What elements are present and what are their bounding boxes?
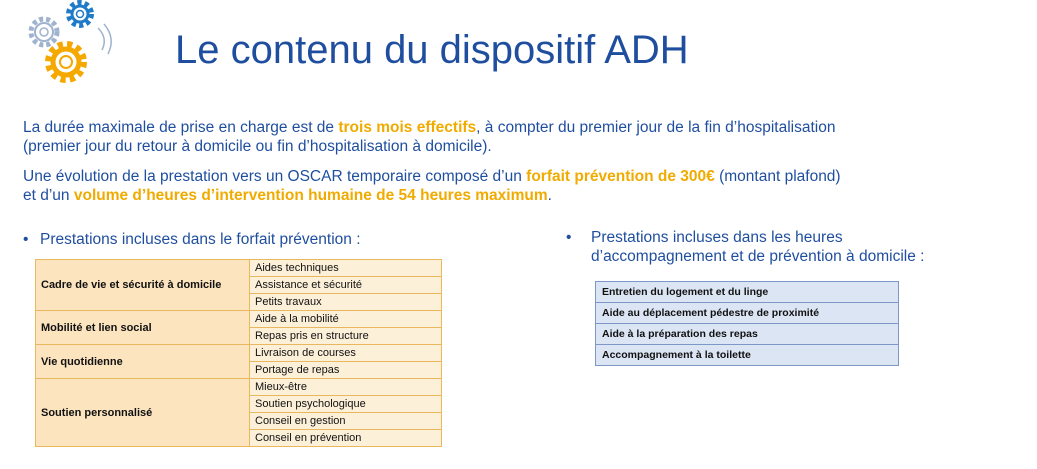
category-cell: Soutien personnalisé bbox=[36, 379, 250, 447]
evolution-text-middle: (montant plafond) bbox=[714, 168, 841, 185]
table-row bbox=[596, 345, 899, 366]
item-cell: Conseil en prévention bbox=[250, 430, 442, 447]
bullet-heures-text-line1: Prestations incluses dans les heures bbox=[591, 229, 843, 246]
table-row bbox=[596, 324, 899, 345]
item-cell: Aides techniques bbox=[250, 260, 442, 277]
evolution-text-line2: et d’un bbox=[23, 187, 74, 204]
heures-cell: Aide à la préparation des repas bbox=[596, 324, 899, 345]
gear-orange-icon bbox=[49, 45, 83, 79]
bullet-heures bbox=[566, 228, 1006, 266]
gear-blue-icon bbox=[69, 3, 91, 25]
bullet-forfait bbox=[23, 230, 361, 249]
table-row bbox=[36, 379, 442, 396]
table-row bbox=[596, 282, 899, 303]
duration-highlight: trois mois effectifs bbox=[338, 119, 477, 136]
heures-cell: Aide au déplacement pédestre de proximité bbox=[596, 303, 899, 324]
evolution-paragraph bbox=[23, 167, 841, 205]
bullet-dot: • bbox=[23, 231, 29, 248]
item-cell: Mieux-être bbox=[250, 379, 442, 396]
bullet-forfait-text: Prestations incluses dans le forfait prévention : bbox=[40, 231, 361, 248]
category-cell: Mobilité et lien social bbox=[36, 311, 250, 345]
motion-arcs-icon bbox=[98, 24, 111, 54]
bullet-heures-text-line2: d’accompagnement et de prévention à domicile : bbox=[591, 248, 925, 265]
evolution-text-start: Une évolution de la prestation vers un OSCAR temporaire composé d’un bbox=[23, 168, 527, 185]
gears-icon bbox=[18, 0, 118, 95]
category-cell: Cadre de vie et sécurité à domicile bbox=[36, 260, 250, 311]
item-cell: Livraison de courses bbox=[250, 345, 442, 362]
item-cell: Repas pris en structure bbox=[250, 328, 442, 345]
forfait-highlight: forfait prévention de 300€ bbox=[526, 168, 715, 185]
category-cell: Vie quotidienne bbox=[36, 345, 250, 379]
item-cell: Petits travaux bbox=[250, 294, 442, 311]
heures-highlight: volume d’heures d’intervention humaine de 54 heures maximum bbox=[73, 187, 548, 204]
duration-text-line2: (premier jour du retour à domicile ou fin d’hospitalisation à domicile). bbox=[23, 138, 492, 155]
evolution-text-end: . bbox=[547, 187, 552, 204]
duration-text-end: , à compter du premier jour de la fin d’hospitalisation bbox=[476, 119, 836, 136]
heures-table bbox=[595, 281, 899, 366]
item-cell: Portage de repas bbox=[250, 362, 442, 379]
bullet-dot: • bbox=[566, 229, 572, 246]
item-cell: Soutien psychologique bbox=[250, 396, 442, 413]
item-cell: Assistance et sécurité bbox=[250, 277, 442, 294]
gear-outline-icon bbox=[31, 19, 57, 45]
item-cell: Conseil en gestion bbox=[250, 413, 442, 430]
duration-text-start: La durée maximale de prise en charge est de bbox=[23, 119, 339, 136]
heures-cell: Accompagnement à la toilette bbox=[596, 345, 899, 366]
page-title: Le contenu du dispositif ADH bbox=[175, 28, 689, 72]
duration-paragraph bbox=[23, 118, 835, 156]
table-row bbox=[36, 260, 442, 277]
heures-cell: Entretien du logement et du linge bbox=[596, 282, 899, 303]
table-row bbox=[596, 303, 899, 324]
forfait-table bbox=[35, 259, 442, 447]
item-cell: Aide à la mobilité bbox=[250, 311, 442, 328]
table-row bbox=[36, 345, 442, 362]
table-row bbox=[36, 311, 442, 328]
